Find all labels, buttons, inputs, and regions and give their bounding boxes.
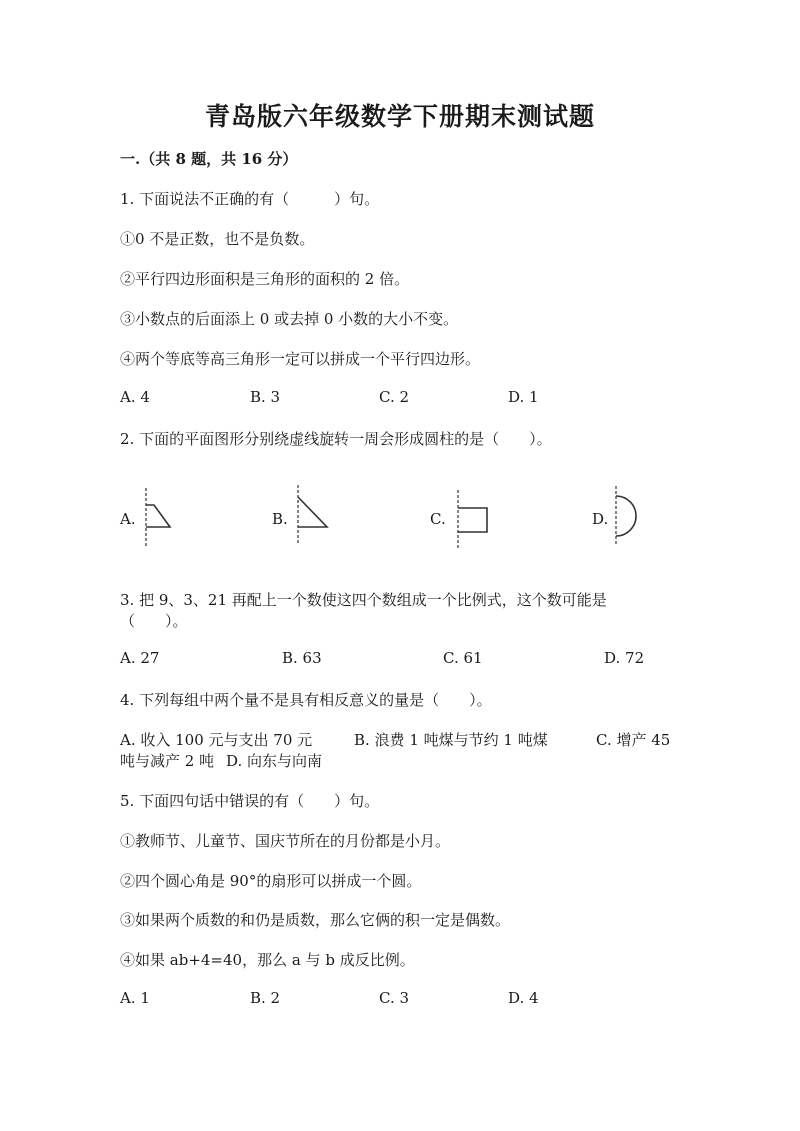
question-4-stem: 4. 下列每组中两个量不是具有相反意义的量是（ ）。: [120, 691, 492, 709]
question-2-option-a: A.: [120, 510, 136, 528]
question-3-option-d: D. 72: [604, 649, 645, 667]
question-1-statement: ④两个等底等高三角形一定可以拼成一个平行四边形。: [120, 350, 481, 368]
question-1-statement: ①0 不是正数，也不是负数。: [120, 230, 315, 248]
question-1-statement: ③小数点的后面添上 0 或去掉 0 小数的大小不变。: [120, 310, 459, 328]
question-1-stem: 1. 下面说法不正确的有（ ）句。: [120, 190, 380, 208]
triangle-figure: [290, 483, 334, 547]
question-5-stem: 5. 下面四句话中错误的有（ ）句。: [120, 792, 380, 810]
question-5-statement: ②四个圆心角是 90°的扇形可以拼成一个圆。: [120, 872, 422, 890]
question-1-option-d: D. 1: [508, 388, 539, 406]
question-4-option-d: D. 向东与向南: [226, 752, 323, 770]
rectangle-figure: [450, 488, 492, 550]
question-4-option-b: B. 浪费 1 吨煤与节约 1 吨煤: [354, 731, 548, 749]
section-heading: 一.（共 8 题，共 16 分）: [120, 150, 298, 168]
question-1-statement: ②平行四边形面积是三角形的面积的 2 倍。: [120, 270, 410, 288]
question-3-stem: 3. 把 9、3、21 再配上一个数使这四个数组成一个比例式，这个数可能是: [120, 591, 607, 609]
question-5-option-d: D. 4: [508, 989, 539, 1007]
semicircle-figure: [608, 484, 642, 548]
question-5-option-b: B. 2: [250, 989, 281, 1007]
question-5-statement: ①教师节、儿童节、国庆节所在的月份都是小月。: [120, 832, 451, 850]
question-1-option-c: C. 2: [379, 388, 410, 406]
question-3-option-c: C. 61: [443, 649, 483, 667]
question-3-option-a: A. 27: [120, 649, 160, 667]
question-5-option-c: C. 3: [379, 989, 410, 1007]
question-5-statement: ④如果 ab+4=40，那么 a 与 b 成反比例。: [120, 951, 415, 969]
question-1-option-b: B. 3: [250, 388, 281, 406]
question-3-stem-continued: （ ）。: [120, 612, 188, 630]
trapezoid-figure: [138, 486, 178, 548]
question-2-stem: 2. 下面的平面图形分别绕虚线旋转一周会形成圆柱的是（ ）。: [120, 430, 552, 448]
question-5-statement: ③如果两个质数的和仍是质数，那么它俩的积一定是偶数。: [120, 911, 511, 929]
question-2-option-c: C.: [430, 510, 446, 528]
question-1-option-a: A. 4: [120, 388, 150, 406]
question-4-option-a: A. 收入 100 元与支出 70 元: [120, 731, 313, 749]
question-4-option-c-continued: 吨与减产 2 吨: [120, 752, 215, 770]
page-title: 青岛版六年级数学下册期末测试题: [204, 102, 595, 131]
question-5-option-a: A. 1: [120, 989, 150, 1007]
question-2-option-d: D.: [592, 510, 609, 528]
question-4-option-c: C. 增产 45: [596, 731, 671, 749]
question-2-option-b: B.: [272, 510, 288, 528]
question-3-option-b: B. 63: [282, 649, 322, 667]
